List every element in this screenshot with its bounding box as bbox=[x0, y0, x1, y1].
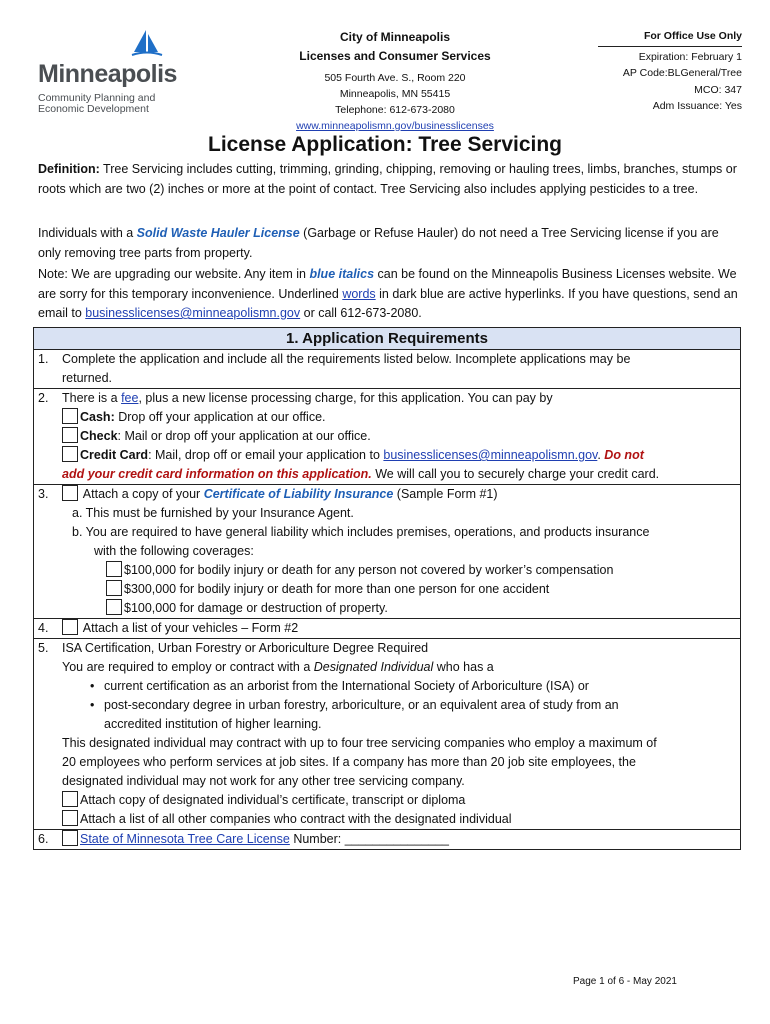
note-paragraph: Note: We are upgrading our website. Any item in blue italics can be found on the Minneapolis Business Licenses website. We are sorry for this temporary inconvenience. Underlined words in dark blue are active hyperlinks. If you have questions, send an email to businesslicenses@minneapolismn.gov or call 612-673-2080. bbox=[38, 267, 738, 320]
tree-care-license-link[interactable]: State of Minnesota Tree Care License bbox=[80, 832, 290, 846]
fee-link[interactable]: fee bbox=[121, 391, 139, 405]
office-use-box bbox=[598, 28, 742, 115]
website-link[interactable]: www.minneapolismn.gov/businesslicenses bbox=[296, 120, 494, 132]
page-footer: Page 1 of 6 - May 2021 bbox=[573, 976, 677, 987]
requirement-1: 1. Complete the application and include all the requirements listed below. Incomplete applications may be returned. bbox=[34, 350, 740, 389]
requirement-3: 3. Attach a copy of your Certificate of Liability Insurance (Sample Form #1) a. This must be furnished by your Insurance Agent. b. You are required to have general liability which includes premises, operations, and products insurance with the following coverages: $100,000 for bodily injury or death for any person not covered by worker’s compensation $300,000 for bodily injury or death for more than one person for one accident $100,000 for damage or destruction of property. bbox=[34, 485, 740, 619]
cash-checkbox[interactable] bbox=[62, 408, 78, 424]
words-link[interactable]: words bbox=[342, 286, 376, 301]
requirement-6: 6. State of Minnesota Tree Care License Number: _______________ bbox=[38, 832, 450, 846]
coverage-1-checkbox[interactable] bbox=[106, 561, 122, 577]
check-checkbox[interactable] bbox=[62, 427, 78, 443]
expiration: Expiration: February 1 bbox=[638, 50, 742, 63]
certificate-checkbox[interactable] bbox=[62, 791, 78, 807]
org-division: Licenses and Consumer Services bbox=[299, 49, 491, 63]
hauler-paragraph: Individuals with a Solid Waste Hauler License (Garbage or Refuse Hauler) do not need a Tree Servicing license if you are only removing tree parts from property. bbox=[38, 226, 719, 260]
requirement-5: 5. ISA Certification, Urban Forestry or Arboriculture Degree Required You are required to employ or contract with a Designated Individual who has a • current certification as an arborist from the International Society of Arboriculture (ISA) or • post-secondary degree in urban forestry, arboriculture, or an equivalent area of study from an accredited institution of higher learning. This designated individual may contract with up to four tree servicing companies who employ a maximum of 20 employees who perform services at job sites. If a company has more than 20 job site employees, the designated individual may not work for any other tree servicing company. Attach copy of designated individual’s certificate, transcript or diploma Attach a list of all other companies who contract with the designated individual bbox=[34, 639, 740, 830]
coverage-3-checkbox[interactable] bbox=[106, 599, 122, 615]
credit-card-checkbox[interactable] bbox=[62, 446, 78, 462]
requirement-4: 4. Attach a list of your vehicles – Form #2 bbox=[34, 619, 740, 639]
bullet: • bbox=[90, 698, 95, 712]
solid-waste-hauler-license: Solid Waste Hauler License bbox=[136, 226, 300, 240]
office-use-heading: For Office Use Only bbox=[598, 28, 742, 47]
org-name: City of Minneapolis bbox=[339, 30, 450, 44]
department-header bbox=[255, 28, 535, 134]
sailboat-icon bbox=[130, 28, 164, 62]
tree-care-license-checkbox[interactable] bbox=[62, 830, 78, 846]
card-email-link[interactable]: businesslicenses@minneapolismn.gov bbox=[383, 448, 598, 462]
requirement-2: 2. There is a fee, plus a new license processing charge, for this application. You can pay by Cash: Drop off your application at our office. Check: Mail or drop off your application at our office. Credit Card: Mail, drop off or email your application to businesslicenses@minneapolismn.gov. Do not add your credit card information on this application. We will call you to securely charge your credit card. bbox=[34, 389, 740, 485]
address-line-2: Minneapolis, MN 55415 bbox=[339, 88, 451, 100]
liability-insurance-checkbox[interactable] bbox=[62, 485, 78, 501]
application-requirements-table bbox=[33, 327, 741, 850]
vehicles-checkbox[interactable] bbox=[62, 619, 78, 635]
requirements-heading: 1. Application Requirements bbox=[34, 328, 740, 350]
coverage-2-checkbox[interactable] bbox=[106, 580, 122, 596]
bullet: • bbox=[90, 679, 95, 693]
credit-card-warning: add your credit card information on this application. bbox=[62, 467, 372, 481]
license-number-field[interactable]: _______________ bbox=[344, 832, 450, 846]
ap-code: AP Code:BLGeneral/Tree bbox=[622, 67, 742, 79]
companies-list-checkbox[interactable] bbox=[62, 810, 78, 826]
telephone: Telephone: 612-673-2080 bbox=[335, 104, 455, 116]
logo-sub: Community Planning and Economic Development bbox=[38, 92, 156, 115]
adm-issuance: Adm Issuance: Yes bbox=[652, 100, 742, 112]
email-link[interactable]: businesslicenses@minneapolismn.gov bbox=[85, 306, 301, 320]
definition-paragraph: Definition: Tree Servicing includes cutting, trimming, grinding, chipping, removing or hauling trees, limbs, branches, stumps or roots which are two (2) inches or more at the point of contact. Tree Servicing also includes applying pesticides to a tree. bbox=[38, 162, 737, 196]
address-line-1: 505 Fourth Ave. S., Room 220 bbox=[324, 72, 466, 84]
mco: MCO: 347 bbox=[694, 83, 742, 96]
logo-name: Minneapolis bbox=[38, 60, 177, 88]
page-title: License Application: Tree Servicing bbox=[208, 133, 562, 156]
